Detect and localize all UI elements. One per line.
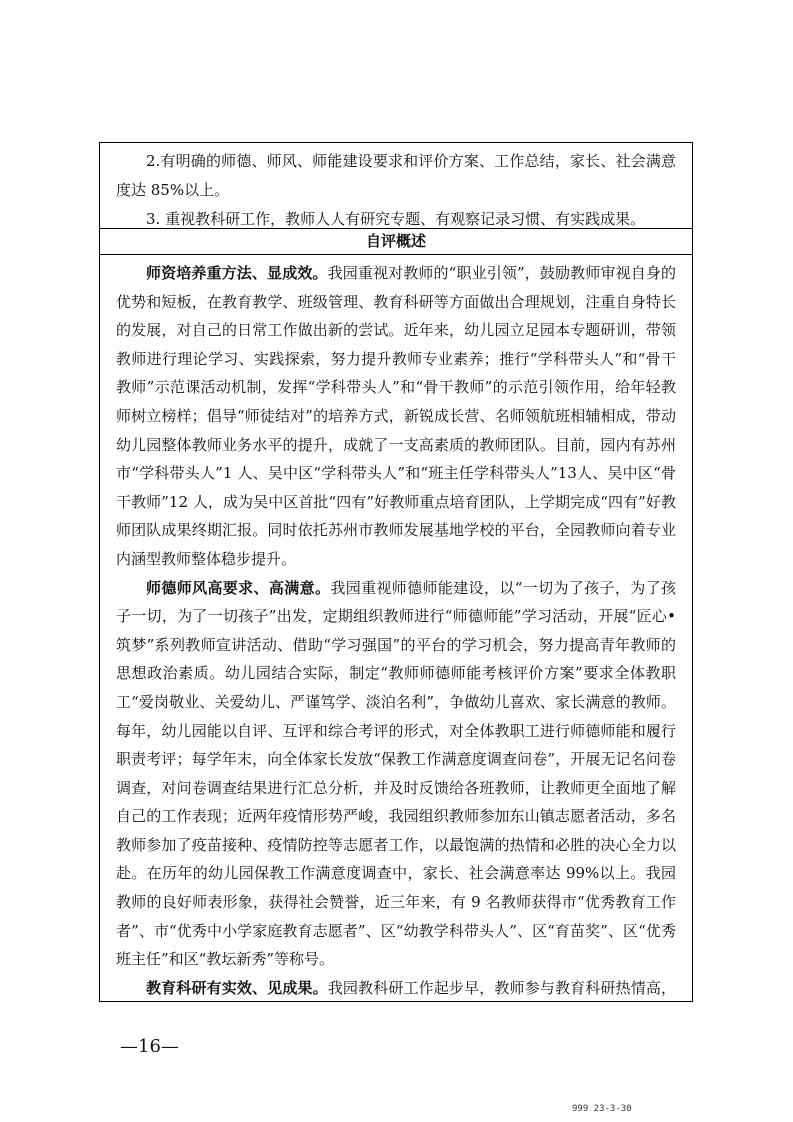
paragraph-text: 我园重视对教师的“职业引领”，鼓励教师审视自身的优势和短板，在教育教学、班级管理、教育科研等方面做出合理规划，注重自身特长的发展，对自己的日常工作做出新的尝试。近年来，幼儿园立足园本专题研训，带领教师进行理论学习、实践探索，努力提升教师专业素养；推行“学科带头人”和“骨干教师”示范课活动机制，发挥“学科带头人”和“骨干教师”的示范引领作用，给年轻教师树立榜样；倡导“师徒结对”的培养方式，新锐成长营、名师领航班相辅相成，带动幼儿园整体教师业务水平的提升，成就了一支高素质的教师团队。目前，园内有苏州市“学科带头人”1 人、吴中区“学科带头人”和“班主任学科带头人”13人、吴中区“骨干教师”12 人，成为吴中区首批“四有”好教师重点培育团队，上学期完成“四有”好教师团队成果终期汇报。同时依托苏州市教师发展基地学校的平台，全园教师向着专业内涵型教师整体稳步提升。 <box>116 264 676 568</box>
paragraph-teacher-ethics <box>116 574 676 974</box>
paragraph-teacher-training <box>116 259 676 574</box>
paragraph-lead: 师资培养重方法、显成效。 <box>146 264 328 282</box>
criteria-cell <box>100 143 692 228</box>
paragraph-research <box>116 974 676 1001</box>
paragraph-lead: 教育科研有实效、见成果。 <box>146 978 328 997</box>
overview-cell <box>100 255 692 1001</box>
paragraph-text: 我园教科研工作起步早，教师参与教育科研热情高， <box>327 978 676 997</box>
page-number: —16— <box>120 1036 179 1057</box>
criteria-item-2: 2.有明确的师德、师风、师能建设要求和评价方案、工作总结，家长、社会满意度达 85%以上。 <box>116 152 676 199</box>
print-stamp: 999 23-3-30 <box>572 1104 632 1114</box>
evaluation-table <box>99 142 693 1002</box>
paragraph-text: 我园重视师德师能建设，以“一切为了孩子，为了孩子一切，为了一切孩子”出发，定期组织教师进行“师德师能”学习活动，开展“匠心•筑梦”系列教师宣讲活动、借助“学习强国”的平台的学习机会，努力提高青年教师的思想政治素质。幼儿园结合实际，制定“教师师德师能考核评价方案”要求全体教职工“爱岗敬业、关爱幼儿、严谨笃学、淡泊名利”，争做幼儿喜欢、家长满意的教师。每年，幼儿园能以自评、互评和综合考评的形式，对全体教职工进行师德师能和履行职责考评；每学年末，向全体家长发放“保教工作满意度调查问卷”，开展无记名问卷调查，对问卷调查结果进行汇总分析，并及时反馈给各班教师，让教师更全面地了解自己的工作表现；近两年疫情形势严峻，我园组织教师参加东山镇志愿者活动，多名教师参加了疫苗接种、疫情防控等志愿者工作，以最饱满的热情和必胜的决心全力以赴。在历年的幼儿园保教工作满意度调查中，家长、社会满意率达 99%以上。我园教师的良好师表形象，获得社会赞誉，近三年来，有 9 名教师获得市“优秀教育工作者”、市“优秀中小学家庭教育志愿者”、区“幼教学科带头人”、区“育苗奖”、区“优秀班主任”和区“教坛新秀”等称号。 <box>116 578 676 969</box>
paragraph-lead: 师德师风高要求、高满意。 <box>146 578 331 597</box>
section-title: 自评概述 <box>100 228 692 255</box>
criteria-item-3: 3. 重视教科研工作，教师人人有研究专题、有观察记录习惯、有实践成果。 <box>146 210 646 228</box>
